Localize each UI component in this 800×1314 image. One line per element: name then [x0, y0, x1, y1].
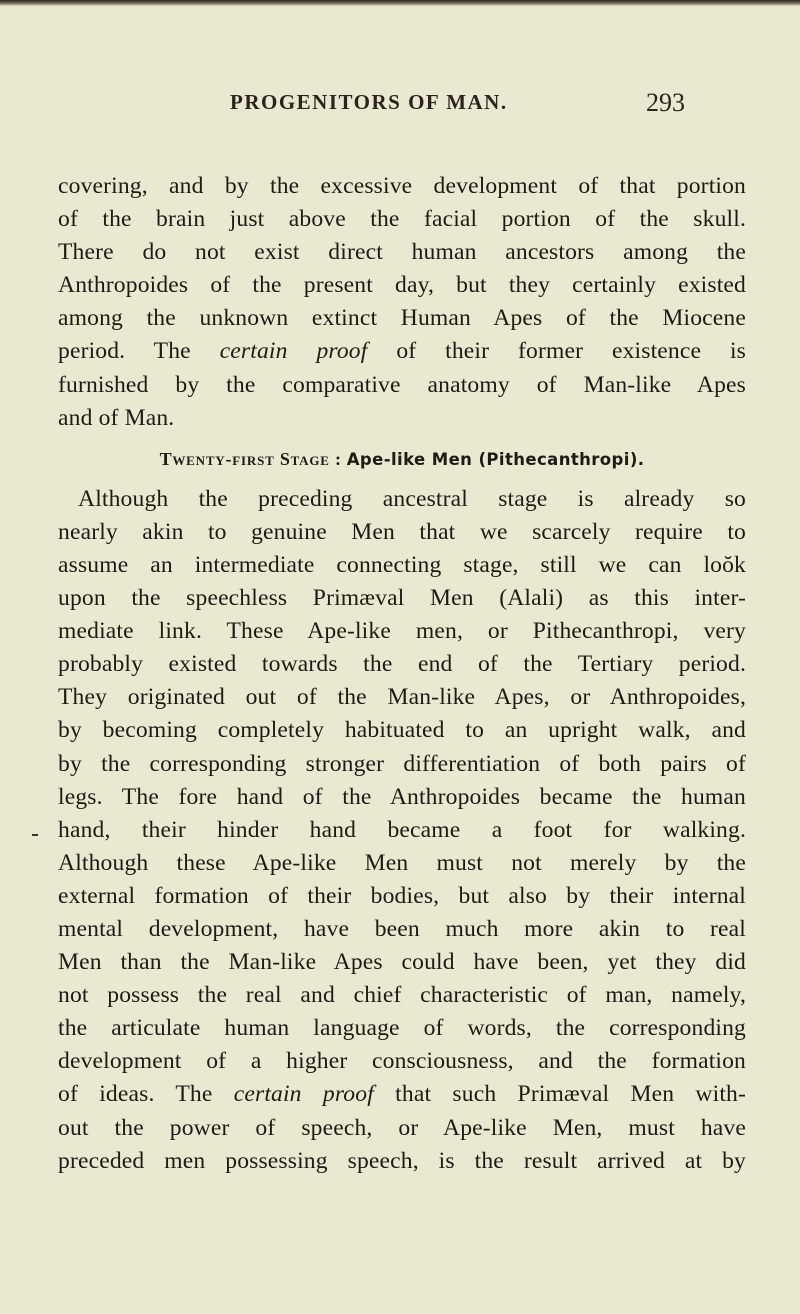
text-line: not possess the real and chief characteristic of man, namely,	[58, 982, 746, 1009]
text-line: preceded men possessing speech, is the result arrived at by	[58, 1147, 746, 1174]
text-line: by becoming completely habituated to an upright walk, and	[58, 717, 746, 744]
text-line: legs. The fore hand of the Anthropoides became the human	[58, 783, 746, 810]
stage-title: Ape-like Men (Pithecanthropi).	[346, 449, 645, 469]
margin-mark	[32, 834, 38, 836]
text-line: mental development, have been much more akin to real	[58, 915, 746, 942]
text-line: hand, their hinder hand became a foot for walking.	[58, 816, 746, 843]
text-line: the articulate human language of words, the corresponding	[58, 1015, 746, 1042]
text-run: of ideas. The	[58, 1081, 234, 1108]
text-line: upon the speechless Primæval Men (Alali) as this inter-	[58, 585, 746, 612]
italic-emphasis: certain proof	[233, 1081, 374, 1108]
text-line: nearly akin to genuine Men that we scarcely require to	[58, 518, 746, 545]
text-line: There do not exist direct human ancestors among the	[58, 239, 746, 266]
text-run: period. The	[58, 338, 220, 365]
text-line: Anthropoides of the present day, but they certainly existed	[58, 272, 746, 299]
text-run: of their former existence is	[367, 338, 746, 365]
text-line: They originated out of the Man-like Apes, or Anthropoides,	[58, 684, 746, 711]
running-title: PROGENITORS OF MAN.	[230, 90, 508, 114]
text-run: that such Primæval Men with-	[373, 1081, 746, 1108]
text-line: of the brain just above the facial portion of the skull.	[58, 206, 746, 233]
text-line: out the power of speech, or Ape-like Men, must have	[58, 1114, 746, 1141]
text-line: Although these Ape-like Men must not merely by the	[58, 849, 746, 876]
text-line: among the unknown extinct Human Apes of the Miocene	[58, 305, 746, 332]
page-top-edge	[0, 0, 800, 6]
text-line: external formation of their bodies, but also by their internal	[58, 882, 746, 909]
text-line: mediate link. These Ape-like men, or Pithecanthropi, very	[58, 618, 746, 645]
body-text	[58, 170, 746, 1178]
text-line	[58, 335, 746, 368]
stage-label: Twenty-first Stage :	[159, 448, 342, 469]
stage-heading	[58, 441, 746, 477]
text-line: assume an intermediate connecting stage, still we can loŏk	[58, 551, 746, 578]
page-number: 293	[646, 88, 685, 117]
running-head	[0, 88, 800, 128]
italic-emphasis: certain proof	[219, 338, 368, 365]
text-line: development of a higher consciousness, and the formation	[58, 1048, 746, 1075]
text-line: by the corresponding stronger differentiation of both pairs of	[58, 750, 746, 777]
text-line: covering, and by the excessive development of that portion	[58, 173, 746, 199]
text-line: furnished by the comparative anatomy of Man-like Apes	[58, 371, 746, 398]
text-line: Men than the Man-like Apes could have been, yet they did	[58, 949, 746, 976]
text-line: probably existed towards the end of the Tertiary period.	[58, 651, 746, 678]
text-line: Although the preceding ancestral stage is already so	[78, 485, 746, 512]
text-line	[58, 1078, 746, 1111]
text-line: and of Man.	[58, 404, 175, 431]
